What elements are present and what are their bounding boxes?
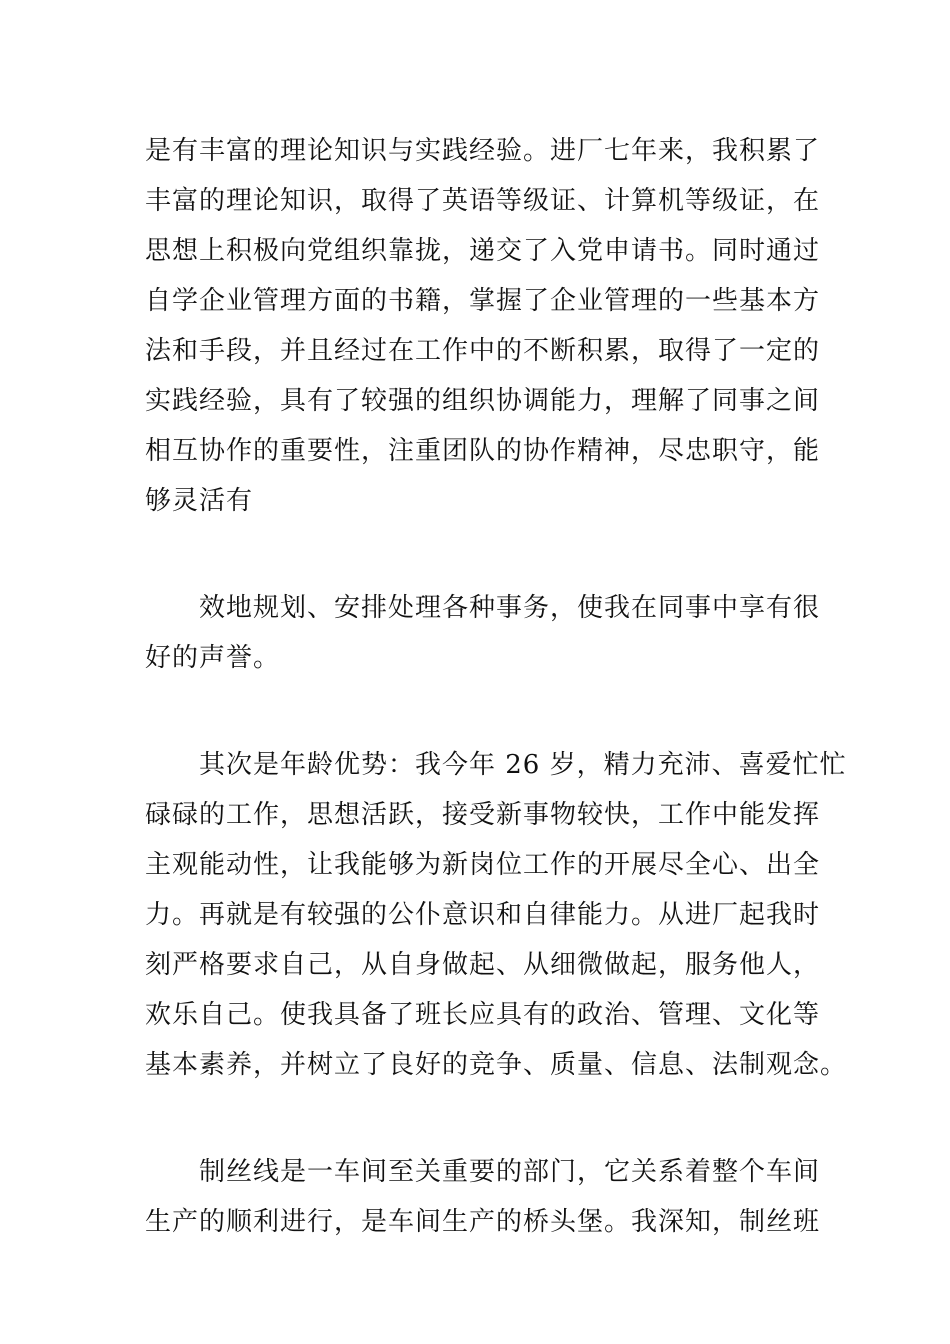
- text-line: 基本素养，并树立了良好的竞争、质量、信息、法制观念。: [145, 1050, 848, 1080]
- paragraph-spacer: [145, 526, 805, 583]
- paragraph-spacer: [145, 1090, 805, 1147]
- text-line: 生产的顺利进行，是车间生产的桥头堡。我深知，制丝班: [145, 1207, 821, 1237]
- text-line: 制丝线是一车间至关重要的部门，它关系着整个车间: [199, 1157, 821, 1187]
- text-line: 碌碌的工作，思想活跃，接受新事物较快，工作中能发挥: [145, 800, 821, 830]
- paragraph-spacer: [145, 683, 805, 740]
- text-line: 自学企业管理方面的书籍，掌握了企业管理的一些基本方: [145, 286, 821, 316]
- text-line: 法和手段，并且经过在工作中的不断积累，取得了一定的: [145, 336, 821, 366]
- text-line: 刻严格要求自己，从自身做起、从细微做起，服务他人，: [145, 950, 821, 980]
- paragraph-4: [145, 1147, 821, 1247]
- text-line: 力。再就是有较强的公仆意识和自律能力。从进厂起我时: [145, 900, 821, 930]
- text-line: 思想上积极向党组织靠拢，递交了入党申请书。同时通过: [145, 236, 821, 266]
- text-line: 欢乐自己。使我具备了班长应具有的政治、管理、文化等: [145, 1000, 821, 1030]
- text-line: 实践经验，具有了较强的组织协调能力，理解了同事之间: [145, 386, 821, 416]
- paragraph-3: [145, 740, 848, 1090]
- text-line: 够灵活有: [145, 486, 254, 516]
- text-line: 其次是年龄优势：我今年 26 岁，精力充沛、喜爱忙忙: [199, 750, 847, 780]
- paragraph-2: [145, 583, 821, 683]
- text-line: 效地规划、安排处理各种事务，使我在同事中享有很: [199, 593, 821, 623]
- text-line: 相互协作的重要性，注重团队的协作精神，尽忠职守，能: [145, 436, 821, 466]
- document-body: [145, 126, 848, 1247]
- text-line: 丰富的理论知识，取得了英语等级证、计算机等级证，在: [145, 186, 821, 216]
- text-line: 是有丰富的理论知识与实践经验。进厂七年来，我积累了: [145, 136, 821, 166]
- paragraph-1: [145, 126, 821, 526]
- text-line: 好的声誉。: [145, 643, 281, 673]
- text-line: 主观能动性，让我能够为新岗位工作的开展尽全心、出全: [145, 850, 821, 880]
